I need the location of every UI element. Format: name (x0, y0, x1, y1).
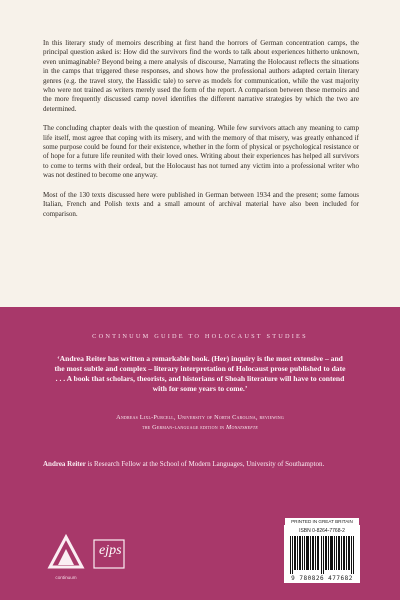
blurb-paragraph-2: The concluding chapter deals with the question of meaning. While few survivors attach any meaning to camp life itself, most agree that coping with its misery, and with the memory of that misery, was greatly enhanced if some purpose could be found for their existence, whether in the form of physical or psychological resistance or of hope for a future life reunited with their loved ones. Writing about their experiences has helped all survivors to come to terms with their ordeal, but the Holocaust has not turned any victim into a professional writer who was not destined to become one anyway. (43, 124, 359, 180)
ean-number: 9 780826 477682 (291, 575, 353, 582)
attribution-line-2 (40, 423, 360, 433)
series-title: CONTINUUM GUIDE TO HOLOCAUST STUDIES (92, 333, 308, 340)
barcode-icon (290, 536, 354, 574)
blurb-paragraph-3: Most of the 130 texts discussed here were published in German between 1934 and the present; some famous Italian, French and Polish texts and a small amount of archival material have also been included for comparison. (43, 190, 359, 218)
review-attribution (40, 413, 360, 432)
author-bio-text: is Research Fellow at the School of Modern Languages, University of Southampton. (85, 460, 325, 468)
author-bio (43, 459, 359, 469)
blurb-text (43, 39, 359, 229)
printed-in-label: PRINTED IN GREAT BRITAIN (285, 518, 359, 525)
review-quote: ‘Andrea Reiter has written a remarkable book. (Her) inquiry is the most extensive – and the most subtle and complex – literary interpretation of Holocaust prose published to date . . . A book that scholars, theorists, and historians of Shoah literature will have to contend with for some years to come.’ (54, 354, 346, 393)
isbn-text: ISBN 0-8264-7768-2 (299, 528, 345, 534)
cover-panel (0, 307, 400, 600)
attribution-prefix: the German-language edition in (142, 423, 225, 431)
magazine-name: Monatshefte (226, 423, 258, 431)
blurb-paragraph-1: In this literary study of memoirs describing at first hand the horrors of German concentration camps, the principal question asked is: How did the survivors find the words to talk about experiences hitherto unknown, even unimaginable? Beyond being a mere analysis of discourse, Narrating the Holocaust reflects the situations in the camps that triggered these responses, and shows how the professional authors adapted certain literary genres (e.g. the travel story, the Hassidic tale) to serve as models for communication, while the vast majority who were not trained as writers merely used the form of the report. A comparison between these memoirs and the more frequently discussed camp novel identifies the different narrative strategies by which the two are determined. (43, 39, 359, 113)
author-name: Andrea Reiter (43, 460, 86, 468)
continuum-logo-icon (44, 533, 88, 577)
attribution-line-1: Andreas Lixl-Purcell, University of North Carolina, reviewing (116, 414, 284, 421)
ejps-logo-text: ejps (99, 543, 122, 558)
publisher-label: continuum (55, 575, 77, 580)
